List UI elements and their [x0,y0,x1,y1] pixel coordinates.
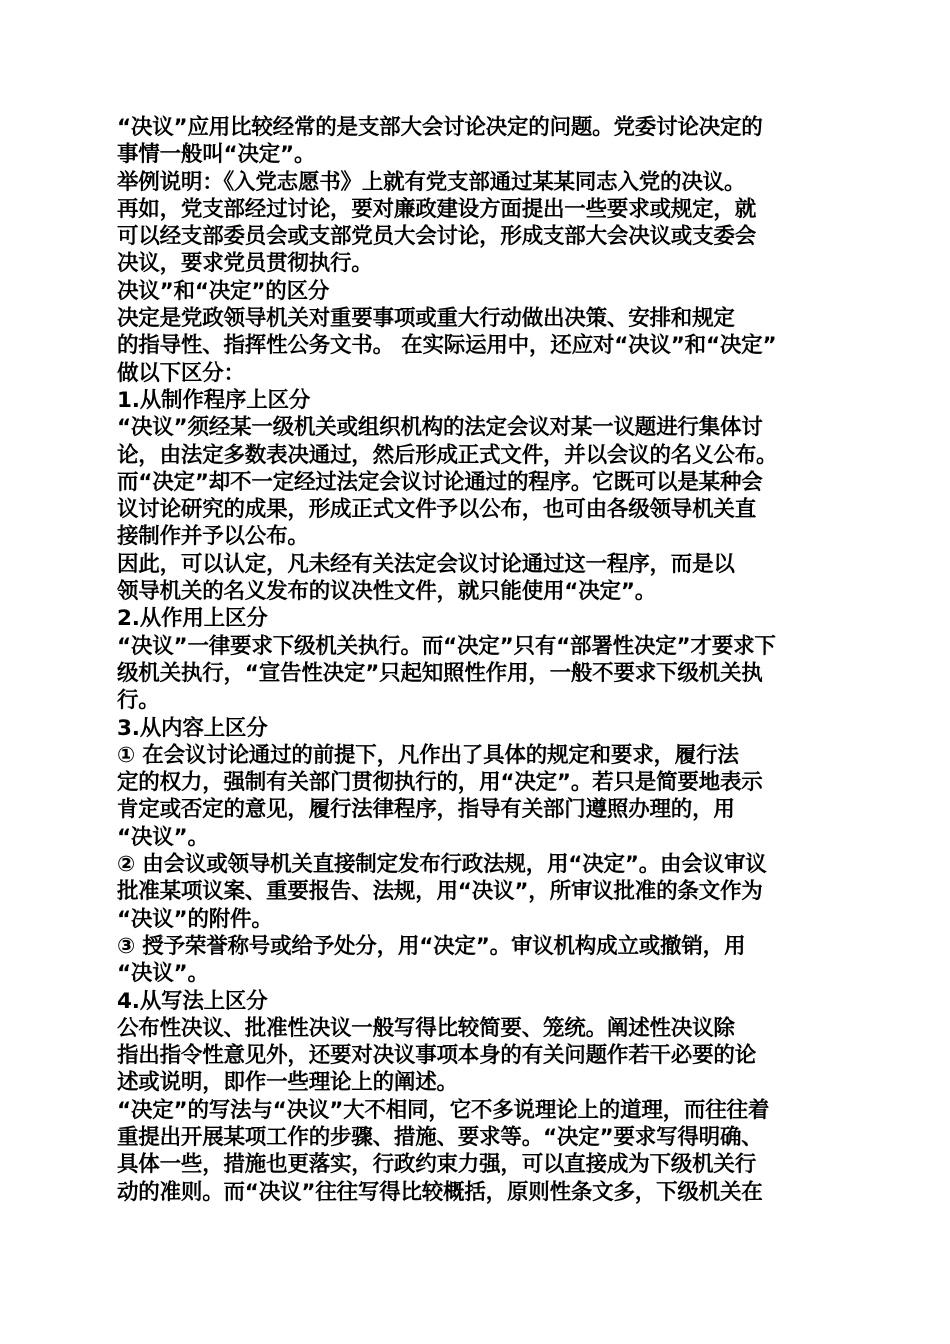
text-line: 行。 [117,688,160,714]
text-line: ② 由会议或领导机关直接制定发布行政法规，用“决定”。由会议审议 [117,852,767,878]
document-body [117,114,847,1206]
section-heading: 决议”和“决定”的区分 [117,278,330,304]
section-heading: 2.从作用上区分 [117,606,268,632]
text-line: 指出指令性意见外，还要对决议事项本身的有关问题作若干必要的论 [117,1043,757,1069]
text-line: “决议”。 [117,824,209,850]
text-line: 的指导性、指挥性公务文书。 在实际运用中，还应对“决议”和“决定” [117,333,777,359]
text-line: ③ 授予荣誉称号或给予处分，用“决定”。审议机构成立或撤销，用 [117,933,746,959]
text-line: 动的准则。而“决议”往往写得比较概括，原则性条文多，下级机关在 [117,1179,763,1205]
text-line: 级机关执行，“宣告性决定”只起知照性作用，一般不要求下级机关执 [117,660,763,686]
text-line: 做以下区分： [117,360,245,386]
text-line: 定的权力，强制有关部门贯彻执行的，用“决定”。若只是简要地表示 [117,770,763,796]
text-line: 决定是党政领导机关对重要事项或重大行动做出决策、安排和规定 [117,306,735,332]
text-line: “决议”的附件。 [117,906,273,932]
text-line: ① 在会议讨论通过的前提下，凡作出了具体的规定和要求，履行法 [117,742,739,768]
text-line: 论，由法定多数表决通过，然后形成正式文件，并以会议的名义公布。 [117,442,778,468]
text-line: 肯定或否定的意见，履行法律程序，指导有关部门遵照办理的，用 [117,797,735,823]
text-line: 因此，可以认定，凡未经有关法定会议讨论通过这一程序，而是以 [117,551,735,577]
text-line: 而“决定”却不一定经过法定会议讨论通过的程序。它既可以是某种会 [117,469,763,495]
section-heading: 4.从写法上区分 [117,988,268,1014]
text-line: 述或说明，即作一些理论上的阐述。 [117,1070,458,1096]
text-line: 领导机关的名义发布的议决性文件，就只能使用“决定”。 [117,579,657,605]
text-line: “决议”须经某一级机关或组织机构的法定会议对某一议题进行集体讨 [117,415,763,441]
text-line: 再如，党支部经过讨论，要对廉政建设方面提出一些要求或规定，就 [117,196,757,222]
text-line: 议讨论研究的成果，形成正式文件予以公布，也可由各级领导机关直 [117,497,757,523]
section-heading: 3.从内容上区分 [117,715,268,741]
text-line: 举例说明：《入党志愿书》上就有党支部通过某某同志入党的决议。 [117,169,746,195]
text-line: “决定”的写法与“决议”大不相同，它不多说理论上的道理，而往往着 [117,1097,770,1123]
text-line: “决议”一律要求下级机关执行。而“决定”只有“部署性决定”才要求下 [117,633,776,659]
text-line: 具体一些，措施也更落实，行政约束力强，可以直接成为下级机关行 [117,1152,757,1178]
text-line: 重提出开展某项工作的步骤、措施、要求等。“决定”要求写得明确、 [117,1124,763,1150]
text-line: 批准某项议案、重要报告、法规，用“决议”，所审议批准的条文作为 [117,879,763,905]
text-line: 可以经支部委员会或支部党员大会讨论，形成支部大会决议或支委会 [117,224,757,250]
text-line: 事情一般叫“决定”。 [117,142,316,168]
text-line: 公布性决议、批准性决议一般写得比较简要、笼统。阐述性决议除 [117,1015,735,1041]
text-line: 接制作并予以公布。 [117,524,309,550]
section-heading: 1.从制作程序上区分 [117,387,311,413]
text-line: “决议”。 [117,961,209,987]
text-line: 决议，要求党员贯彻执行。 [117,251,373,277]
text-line: “决议”应用比较经常的是支部大会讨论决定的问题。党委讨论决定的 [117,115,763,140]
